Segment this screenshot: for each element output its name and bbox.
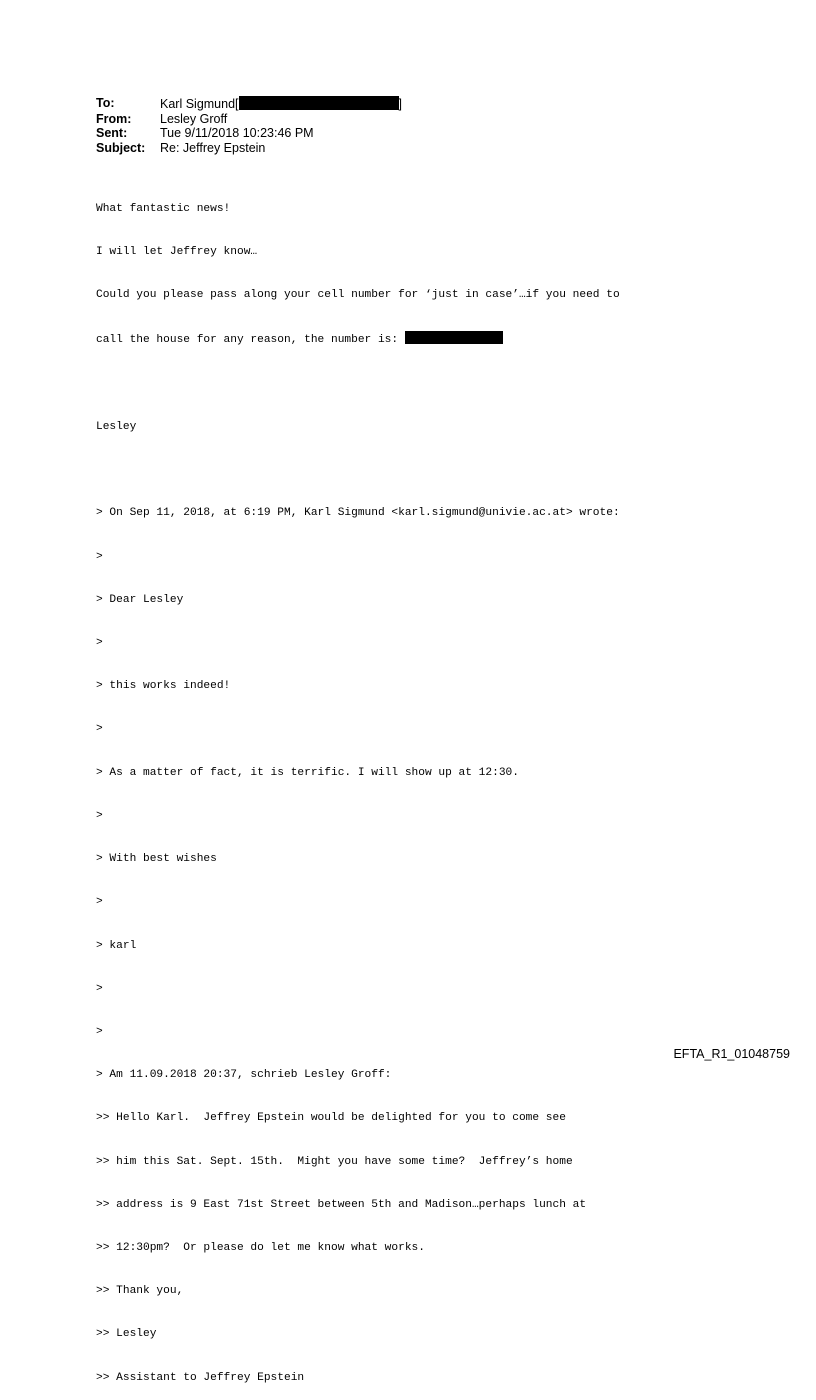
document-id: EFTA_R1_01048759 — [673, 1047, 790, 1061]
double-quoted-line: >> Thank you, — [96, 1285, 184, 1298]
subject-row — [96, 141, 402, 156]
body-line — [96, 463, 620, 477]
double-quoted-line: >> Lesley — [96, 1328, 157, 1341]
body-line — [96, 377, 620, 391]
quoted-line: > this works indeed! — [96, 680, 231, 693]
quoted-line: > — [96, 809, 103, 822]
subject-label: Subject: — [96, 140, 146, 155]
quoted-line: > — [96, 636, 103, 649]
quoted-line: > — [96, 1025, 103, 1038]
quoted-line: > With best wishes — [96, 853, 217, 866]
quoted-line: > As a matter of fact, it is terrific. I will show up at 12:30. — [96, 766, 519, 779]
redaction-box — [405, 331, 503, 344]
quoted-line: > Dear Lesley — [96, 593, 184, 606]
email-body — [96, 173, 620, 1400]
quoted-line: > — [96, 550, 103, 563]
double-quoted-line: >> Hello Karl. Jeffrey Epstein would be delighted for you to come see — [96, 1112, 566, 1125]
body-line-with-redaction — [96, 331, 620, 347]
to-row — [96, 96, 402, 112]
double-quoted-line: >> him this Sat. Sept. 15th. Might you have some time? Jeffrey’s home — [96, 1155, 573, 1168]
quoted-line: > Am 11.09.2018 20:37, schrieb Lesley Groff: — [96, 1069, 392, 1082]
to-value — [160, 96, 402, 112]
body-line: Could you please pass along your cell number for ‘just in case’…if you need to — [96, 289, 620, 302]
sent-label: Sent: — [96, 126, 128, 140]
from-label: From: — [96, 111, 132, 126]
email-header — [96, 96, 402, 155]
body-line-text: call the house for any reason, the number is: — [96, 334, 405, 347]
subject-value: Re: Jeffrey Epstein — [160, 140, 266, 155]
redaction-box — [239, 96, 399, 110]
from-row — [96, 112, 402, 127]
body-line: What fantastic news! — [96, 202, 231, 215]
to-label: To: — [96, 96, 115, 110]
to-name: Karl Sigmund[ — [160, 97, 239, 111]
quoted-line: > — [96, 723, 103, 736]
double-quoted-line: >> address is 9 East 71st Street between 5th and Madison…perhaps lunch at — [96, 1198, 587, 1211]
sent-value: Tue 9/11/2018 10:23:46 PM — [160, 126, 314, 140]
sent-row — [96, 126, 402, 141]
body-line: I will let Jeffrey know… — [96, 246, 258, 259]
quoted-line: > — [96, 896, 103, 909]
quoted-line: > On Sep 11, 2018, at 6:19 PM, Karl Sigmund <karl.sigmund@univie.ac.at> wrote: — [96, 507, 620, 520]
to-bracket: ] — [398, 97, 402, 111]
body-line: Lesley — [96, 420, 137, 433]
quoted-line: > — [96, 982, 103, 995]
double-quoted-line: >> Assistant to Jeffrey Epstein — [96, 1371, 305, 1384]
double-quoted-line: >> 12:30pm? Or please do let me know what works. — [96, 1242, 425, 1255]
quoted-line: > karl — [96, 939, 137, 952]
from-value: Lesley Groff — [160, 111, 228, 126]
